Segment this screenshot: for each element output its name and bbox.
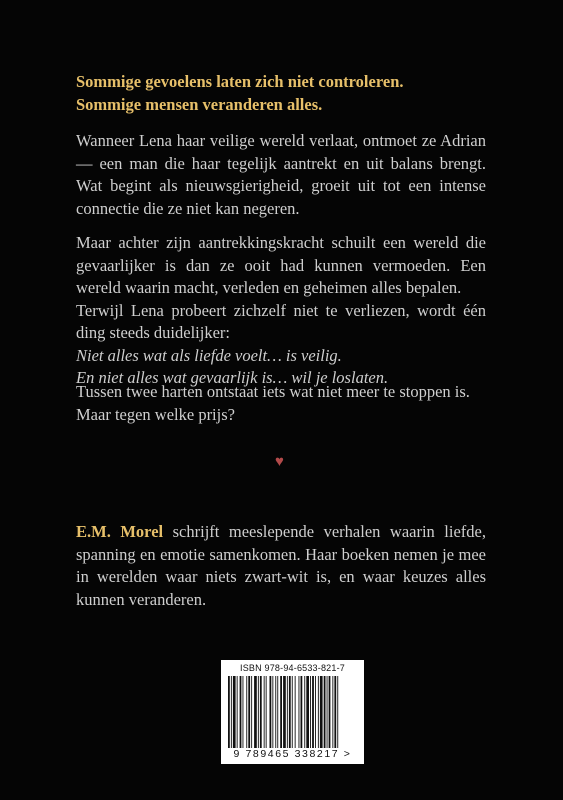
- blurb-paragraph-2-text-1: Maar achter zijn aantrekkingskracht schuilt een wereld die gevaarlijker is dan ze ooit had kunnen vermoeden. Een wereld waarin macht, verleden en geheimen alles bepalen.: [76, 233, 486, 297]
- blurb-italic-line-1: Niet alles wat als liefde voelt… is veilig.: [76, 345, 342, 365]
- barcode-bars: [227, 676, 358, 748]
- isbn-label: ISBN 978-94-6533-821-7: [240, 663, 345, 673]
- author-bio: [76, 521, 486, 611]
- blurb-paragraph-1: Wanneer Lena haar veilige wereld verlaat, ontmoet ze Adrian — een man die haar tegelijk aantrekt en uit balans brengt. Wat begint als nieuwsgierigheid, groeit uit tot een intense connectie die ze niet kan negeren.: [76, 131, 486, 218]
- blurb-paragraph-3-line-2: Maar tegen welke prijs?: [76, 404, 235, 424]
- author-bio-text: schrijft meeslepende verhalen waarin liefde, spanning en emotie samenkomen. Haar boeken nemen je mee in werelden waar niets zwart-wit is, en waar keuzes alles kunnen veranderen.: [76, 522, 486, 609]
- tagline-line-2: Sommige mensen veranderen alles.: [76, 94, 323, 114]
- blurb-italic-line-2: En niet alles wat gevaarlijk is… wil je loslaten.: [76, 368, 389, 387]
- author-name: E.M. Morel: [76, 522, 164, 541]
- tagline: [76, 71, 486, 116]
- isbn-barcode: [221, 660, 364, 764]
- blurb-paragraph-3: [76, 381, 486, 426]
- blurb-paragraph-2-text-2: Terwijl Lena probeert zichzelf niet te verliezen, wordt één ding steeds duidelijker:: [76, 300, 486, 342]
- blurb-paragraph-3-line-1: Tussen twee harten ontstaat iets wat niet meer te stoppen is.: [76, 382, 470, 401]
- blurb-paragraph-2: [76, 232, 486, 390]
- barcode-digits: 9 789465 338217 >: [233, 748, 352, 760]
- heart-icon: ♥: [275, 454, 284, 470]
- tagline-line-1: Sommige gevoelens laten zich niet controleren.: [76, 72, 404, 91]
